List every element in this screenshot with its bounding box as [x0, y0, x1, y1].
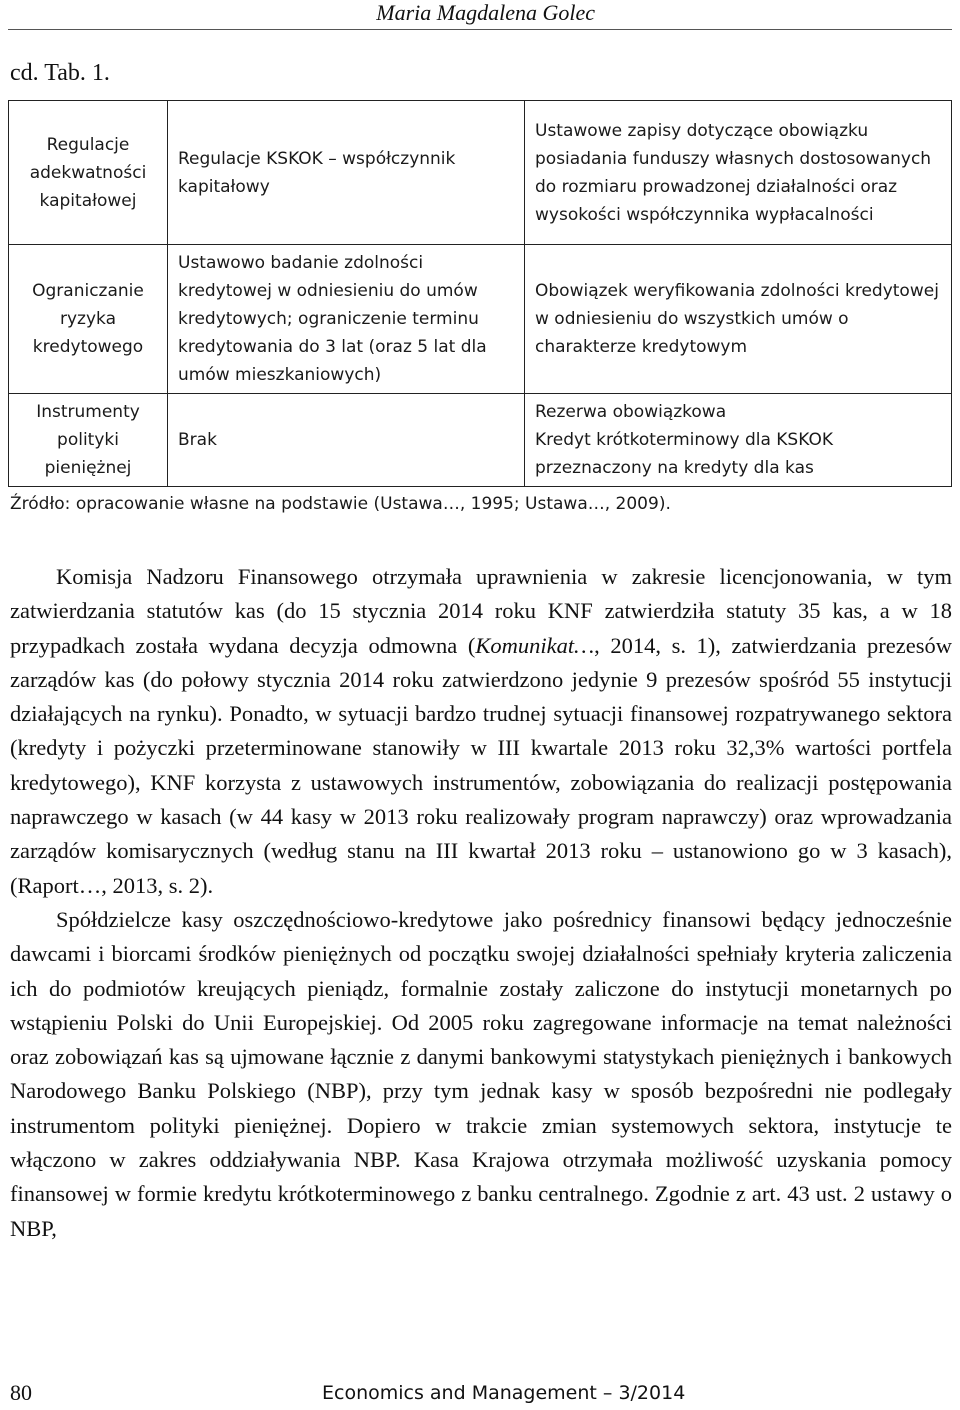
citation-italic: Komunikat… [475, 632, 595, 658]
journal-footer: Economics and Management – 3/2014 [322, 1382, 686, 1404]
regulations-table [8, 100, 952, 487]
table-row [9, 101, 952, 245]
skok-cell: Regulacje KSKOK – współczynnik kapitałowy [168, 101, 525, 245]
row-category-cell: Instrumenty polityki pieniężnej [9, 394, 168, 487]
banks-cell: Obowiązek weryfikowania zdolności kredytowej w odniesieniu do wszystkich umów o charakterze kredytowym [525, 245, 952, 394]
banks-cell-line: Kredyt krótkoterminowy dla KSKOK przeznaczony na kredyty dla kas [535, 430, 833, 478]
banks-cell: Ustawowe zapisy dotyczące obowiązku posiadania funduszy własnych dostosowanych do rozmiaru prowadzonej działalności oraz wysokości współczynnika wypłacalności [525, 101, 952, 245]
body-text [10, 560, 952, 1246]
page-number: 80 [10, 1380, 32, 1405]
paragraph [10, 560, 952, 903]
banks-cell-line: Rezerwa obowiązkowa [535, 402, 727, 422]
header-divider [8, 29, 952, 30]
row-category-cell: Regulacje adekwatności kapitałowej [9, 101, 168, 245]
skok-cell: Brak [168, 394, 525, 487]
paragraph-text: , 2014, s. 1), zatwierdzania prezesów zarządów kas (do połowy stycznia 2014 roku zatwierdzono jedynie 9 prezesów spośród 55 instytucji działających na rynku). Ponadto, w sytuacji bardzo trudnej sytuacji finansowej rozpatrywanego sektora (kredyty i pożyczki przeterminowane stanowiły w III kwartale 2013 roku 32,3% wartości portfela kredytowego), KNF korzysta z ustawowych instrumentów, zobowiązania do realizacji postępowania naprawczego w kasach (w 44 kasy w 2013 roku realizowały program naprawczy) oraz wprowadzania zarządów komisarycznych (według stanu na III kwartał 2013 roku – ustanowiono go w 3 kasach), (Raport…, 2013, s. 2). [10, 632, 953, 898]
table-continuation-label: cd. Tab. 1. [10, 60, 110, 86]
table-source-note: Źródło: opracowanie własne na podstawie (Ustawa…, 1995; Ustawa…, 2009). [10, 494, 671, 514]
table-row [9, 394, 952, 487]
paragraph: Spółdzielcze kasy oszczędnościowo-kredytowe jako pośrednicy finansowi będący jednocześnie dawcami i biorcami środków pieniężnych od początku swojej działalności spełniały kryteria zaliczenia ich do podmiotów kreujących pieniądz, formalnie zostały zaliczone do instytucji monetarnych po wstąpieniu Polski do Unii Europejskiej. Od 2005 roku zagregowane informacje na temat należności oraz zobowiązań kas są ujmowane łącznie z danymi bankowymi statystykach pieniężnych i bankowych Narodowego Banku Polskiego (NBP), przy tym jednak kasy w sposób bezpośredni nie podlegały instrumentom polityki pieniężnej. Dopiero w trakcie zmian systemowych sektora, instytucje te włączono w zakres oddziaływania NBP. Kasa Krajowa otrzymała możliwość uzyskania pomocy finansowej w formie kredytu krótkoterminowego z banku centralnego. Zgodnie z art. 43 ust. 2 ustawy o NBP, [10, 906, 952, 1241]
paragraph-text: Komisja Nadzoru Finansowego otrzymała uprawnienia w zakresie licencjonowania, w tym zatwierdzania statutów kas (do 15 stycznia 2014 roku KNF zatwierdziła statuty 35 kas, a w 18 przypadkach została wydana decyzja odmowna ( [10, 564, 952, 658]
running-header-author: Maria Magdalena Golec [376, 0, 595, 25]
banks-cell [525, 394, 952, 487]
skok-cell: Ustawowo badanie zdolności kredytowej w odniesieniu do umów kredytowych; ograniczenie terminu kredytowania do 3 lat (oraz 5 lat dla umów mieszkaniowych) [168, 245, 525, 394]
row-category-cell: Ograniczanie ryzyka kredytowego [9, 245, 168, 394]
table-row [9, 245, 952, 394]
